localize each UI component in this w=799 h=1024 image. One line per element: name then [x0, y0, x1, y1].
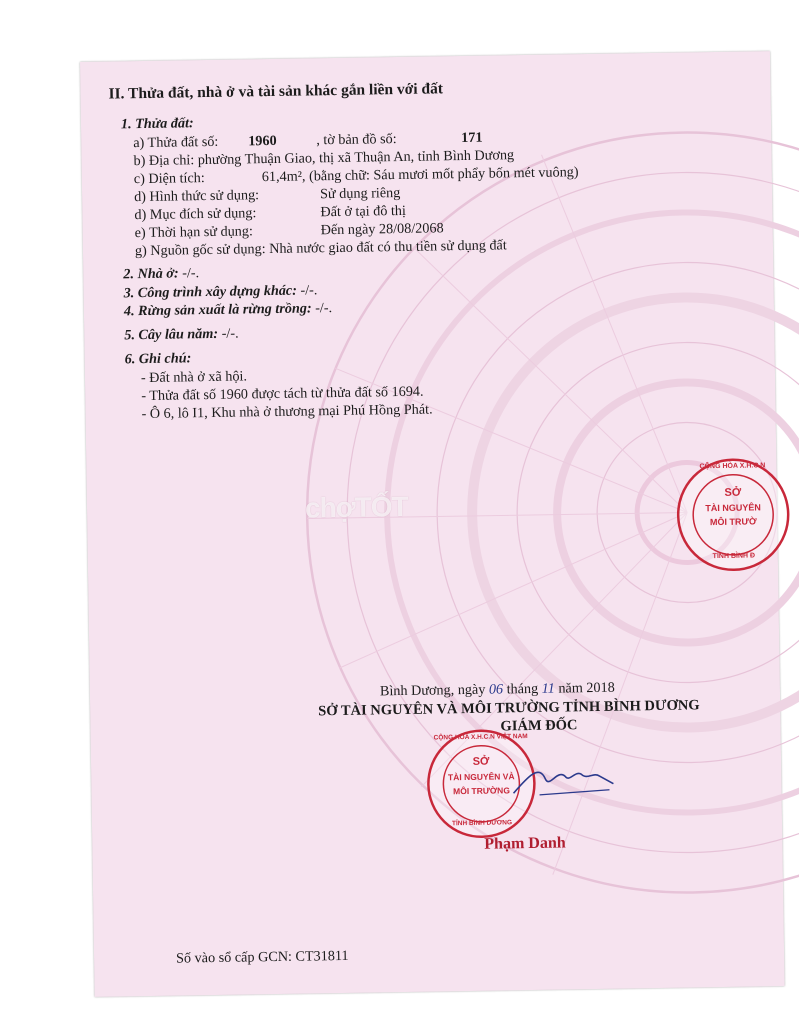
- map-sheet-number: 171: [461, 129, 483, 147]
- registry-number: Số vào sổ cấp GCN: CT31811: [175, 947, 349, 967]
- stamp-line2: TÀI NGUYÊN VÀ: [447, 771, 515, 783]
- usage-term-value: Đến ngày 28/08/2068: [320, 220, 444, 239]
- usage-purpose-row: [134, 202, 407, 224]
- usage-form-value: Sử dụng riêng: [319, 184, 401, 203]
- stamp-line1: SỞ: [472, 755, 490, 768]
- address-value: phường Thuận Giao, thị xã Thuận An, tỉnh Bình Dương: [197, 147, 515, 169]
- director-title: GIÁM ĐỐC: [500, 717, 578, 735]
- forest-value: -/-.: [315, 300, 333, 317]
- date-day: 06: [488, 681, 504, 698]
- note-item: - Ô 6, lô I1, Khu nhà ở thương mại Phú Hồng Phát.: [141, 401, 433, 423]
- notes-heading: 6. Ghi chú:: [124, 350, 192, 368]
- construction-heading: 3. Công trình xây dựng khác:: [123, 282, 298, 302]
- usage-purpose-label: d) Mục đích sử dụng:: [134, 205, 257, 224]
- signer-name: Phạm Danh: [484, 834, 566, 853]
- land-heading: 1. Thửa đất:: [120, 115, 194, 133]
- parcel-label: a) Thửa đất số:: [133, 133, 219, 152]
- usage-term-label: e) Thời hạn sử dụng:: [134, 223, 253, 242]
- date-year: năm 2018: [558, 679, 615, 697]
- side-stamp-bottom: TỈNH BÌNH Đ: [712, 552, 756, 561]
- perennial-row: [124, 326, 239, 345]
- signature-mark: [509, 754, 620, 806]
- note-item: - Thửa đất số 1960 được tách từ thửa đất số 1694.: [141, 383, 424, 405]
- certificate-page: [80, 51, 785, 997]
- usage-form-label: d) Hình thức sử dụng:: [134, 187, 260, 206]
- agency-name: SỞ TÀI NGUYÊN VÀ MÔI TRƯỜNG TỈNH BÌNH DƯƠNG: [318, 697, 700, 720]
- construction-value: -/-.: [300, 282, 318, 299]
- forest-heading: 4. Rừng sản xuất là rừng trồng:: [123, 300, 312, 320]
- land-parcel-row: [133, 129, 483, 152]
- parcel-number: 1960: [248, 132, 277, 150]
- side-stamp-line2: TÀI NGUYÊN: [705, 502, 761, 514]
- side-stamp-line3: MÔI TRƯỜ: [709, 516, 757, 528]
- stamp-arc-text: CỘNG HÒA X.H.C.N VIỆT NAM: [433, 733, 528, 742]
- usage-origin-label: g) Nguồn gốc sử dụng:: [134, 241, 266, 260]
- perennial-value: -/-.: [221, 325, 239, 342]
- area-label: c) Diện tích:: [133, 170, 205, 188]
- house-heading: 2. Nhà ở:: [123, 265, 179, 283]
- map-sheet-label: , tờ bản đồ số:: [316, 131, 397, 149]
- stamp-bottom-text: TỈNH BÌNH DƯƠNG: [451, 819, 513, 828]
- house-row: [123, 265, 199, 283]
- area-value: 61,4m², (bằng chữ: Sáu mươi mốt phẩy bốn mét vuông): [261, 164, 579, 186]
- usage-origin-value: Nhà nước giao đất có thu tiền sử dụng đất: [269, 237, 507, 258]
- date-month: 11: [541, 680, 555, 697]
- side-stamp-arc: CỘNG HÒA X.H.C.N: [699, 462, 766, 471]
- area-row: [133, 164, 579, 188]
- address-label: b) Địa chỉ:: [133, 152, 195, 170]
- note-item: - Đất nhà ở xã hội.: [140, 368, 248, 387]
- side-stamp: [674, 456, 792, 574]
- usage-term-row: [134, 220, 444, 242]
- construction-row: [124, 282, 318, 302]
- watermark-logo: chợTỐT: [304, 490, 408, 524]
- stamp-line3: MÔI TRƯỜNG: [453, 785, 510, 797]
- section-title: II. Thửa đất, nhà ở và tài sản khác gắn liền với đất: [108, 80, 444, 103]
- perennial-heading: 5. Cây lâu năm:: [124, 325, 219, 344]
- side-stamp-line1: SỞ: [724, 486, 742, 499]
- date-month-label: tháng: [506, 680, 539, 698]
- usage-purpose-value: Đất ở tại đô thị: [320, 202, 407, 221]
- forest-row: [124, 300, 332, 320]
- date-place: Bình Dương, ngày: [379, 681, 486, 700]
- house-value: -/-.: [182, 265, 200, 282]
- usage-form-row: [134, 184, 401, 206]
